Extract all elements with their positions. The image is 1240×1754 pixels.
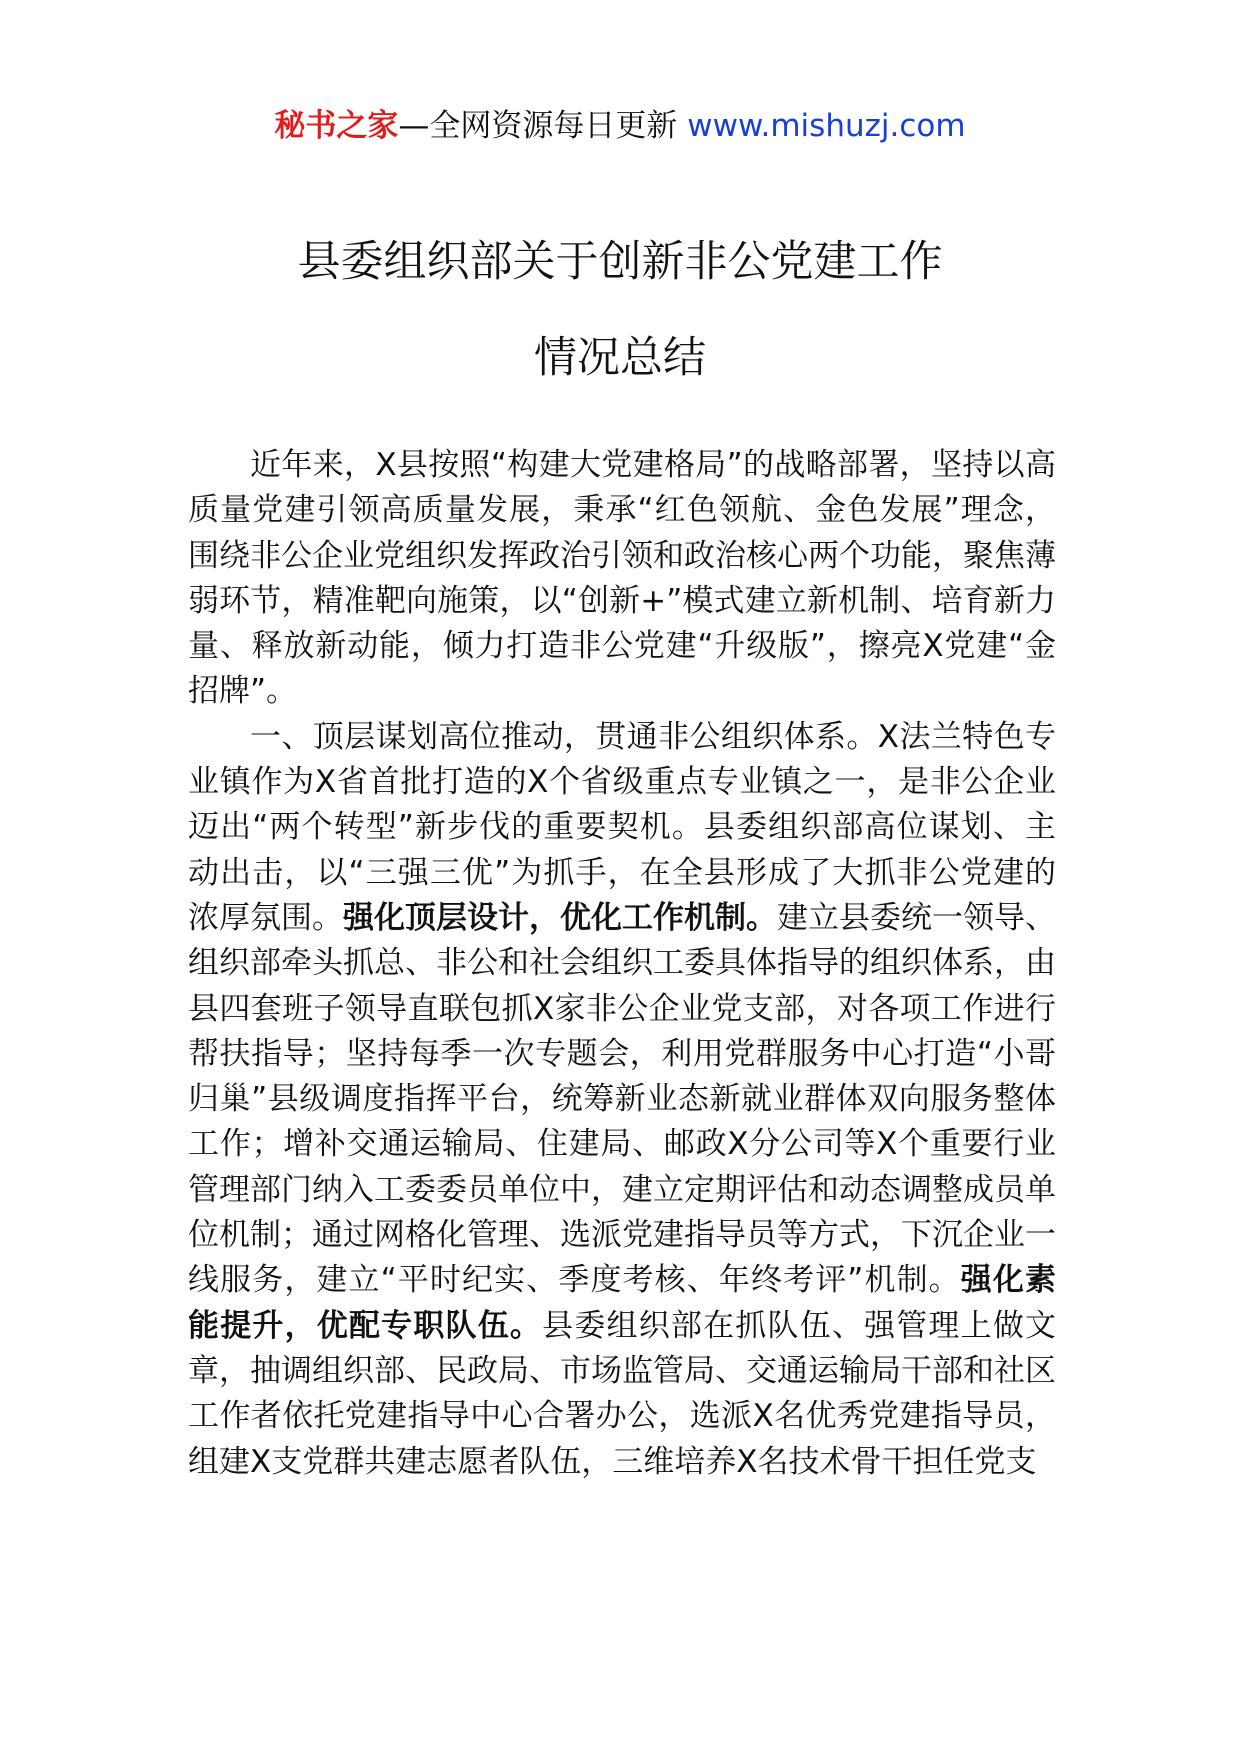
document-title-line-1: 县委组织部关于创新非公党建工作 — [297, 237, 943, 287]
paragraph-section-1 — [188, 715, 1056, 1485]
bold-heading-top-design: 强化顶层设计，优化工作机制。 — [343, 899, 777, 936]
site-brand: 秘书之家 — [274, 108, 399, 144]
site-header — [0, 104, 1240, 148]
site-slogan: —全网资源每日更新 — [398, 108, 678, 144]
section-1-team-text: 县委组织部在抓队伍、强管理上做文章，抽调组织部、民政局、市场监管局、交通运输局干部和社区工作者依托党建指导中心合署办公，选派X名优秀党建指导员，组建X支党群共建志愿者队伍，三维培养X名技术骨干担任党支 — [188, 1307, 1057, 1480]
document-title-line-2: 情况总结 — [534, 333, 706, 383]
paragraph-intro: 近年来，X县按照“构建大党建格局”的战略部署，坚持以高质量党建引领高质量发展，秉承“红色领航、金色发展”理念，围绕非公企业党组织发挥政治引领和政治核心两个功能，聚焦薄弱环节，精准靶向施策，以“创新+”模式建立新机制、培育新力量、释放新动能，倾力打造非公党建“升级版”，擦亮X党建“金招牌”。 — [188, 447, 1056, 710]
bold-heading-team-building: 强化素能提升，优配专职队伍。 — [188, 1262, 1056, 1344]
document-body — [188, 443, 1056, 1485]
site-url-link[interactable]: www.mishuzj.com — [687, 108, 966, 144]
section-1-intro-text: 一、顶层谋划高位推动，贯通非公组织体系。X法兰特色专业镇作为X省首批打造的X个省级重点专业镇之一，是非公企业迈出“两个转型”新步伐的重要契机。县委组织部高位谋划、主动出击，以“三强三优”为抓手，在全县形成了大抓非公党建的浓厚氛围。 — [188, 718, 1056, 936]
section-1-mechanism-text: 建立县委统一领导、组织部牵头抓总、非公和社会组织工委具体指导的组织体系，由县四套班子领导直联包抓X家非公企业党支部，对各项工作进行帮扶指导；坚持每季一次专题会，利用党群服务中心打造“小哥归巢”县级调度指挥平台，统筹新业态新就业群体双向服务整体工作；增补交通运输局、住建局、邮政X分公司等X个重要行业管理部门纳入工委委员单位中，建立定期评估和动态调整成员单位机制；通过网格化管理、选派党建指导员等方式，下沉企业一线服务，建立“平时纪实、季度考核、年终考评”机制。 — [188, 899, 1056, 1299]
